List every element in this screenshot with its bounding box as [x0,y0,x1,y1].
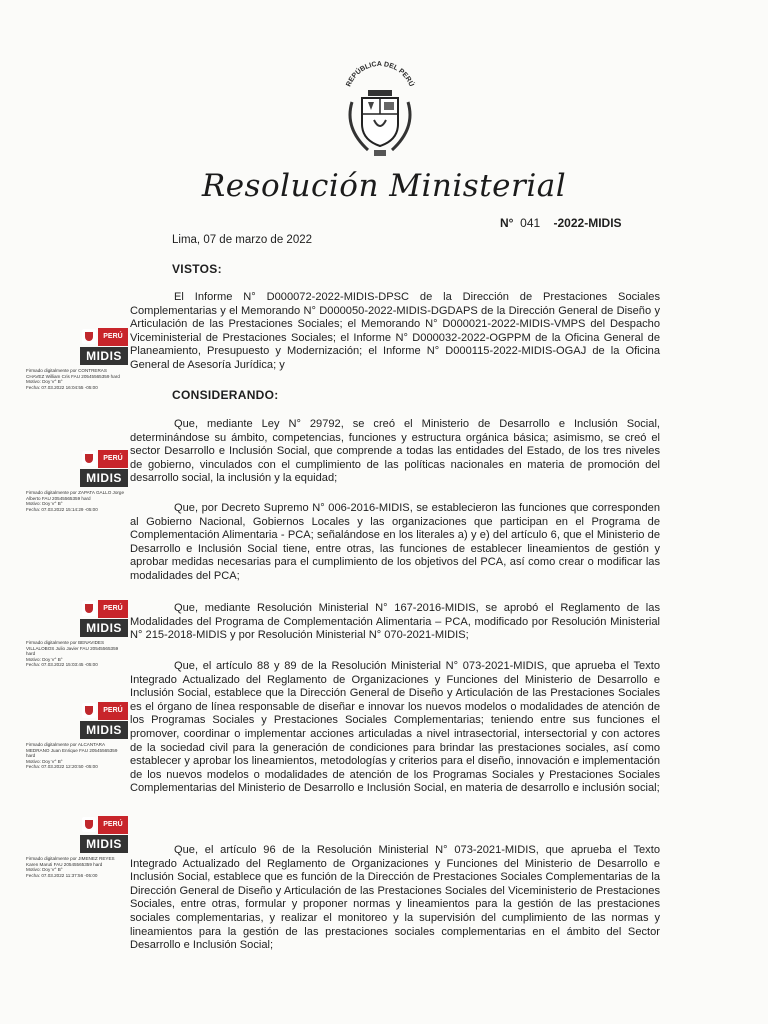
midis-logo: PERÚ MIDIS [80,598,128,638]
paragraph-considerando-3: Que, mediante Resolución Ministerial N° 167-2016-MIDIS, se aprobó el Reglamento de las Modalidades del Programa de Complementación Alimentaria – PCA, modificado por Resolución Ministerial N° 215-2018-MIDIS y por Resolución Ministerial N° 070-2021-MIDIS; [130,602,660,642]
svg-text:REPÚBLICA DEL PERÚ [345,61,416,88]
number-prefix: N° [500,216,514,230]
section-heading-considerando: CONSIDERANDO: [172,388,279,402]
crest-icon [82,817,96,832]
document-date: Lima, 07 de marzo de 2022 [172,234,313,246]
crest-icon [82,451,96,466]
midis-logo: PERÚ MIDIS [80,448,128,488]
seal-text: REPÚBLICA DEL PERÚ [345,60,415,88]
paragraph-considerando-4: Que, el artículo 88 y 89 de la Resolución Ministerial N° 073-2021-MIDIS, que aprueba el Texto Integrado Actualizado del Reglamento de Organizaciones y Funciones del Ministerio de Desarrollo e Inclusión Social, establece que la Dirección General de Diseño y Articulación de las Prestaciones Sociales es el órgano de línea responsable de diseñar e innovar los nuevos modelos o modalidades de atención de los Programas Sociales y Prestaciones Sociales Complementarias; teniendo entre sus funciones el promover, coordinar o implementar acciones articuladas a nivel intrasectorial, intersectorial y con actores de la sociedad civil para la generación de condiciones para brindar las prestaciones sociales, así como establecer y aprobar los lineamientos, metodologías y criterios para el diseño, innovación e implementación de los nuevos modelos o modalidades de atención de los Programas Sociales y Prestaciones Sociales Complementarias del Ministerio de Desarrollo e Inclusión Social, en materia de desarrollo e inclusión social; [130,660,660,795]
signature-details: Firmado digitalmente por ZAPATA GALLO Jorge Alberto FAU 20545565359 hard Motivo: Doy V° B° Fecha: 07.03.2022 15:14:29 -05:00 [26,490,125,512]
paragraph-considerando-2: Que, por Decreto Supremo N° 006-2016-MIDIS, se establecieron las funciones que corresponden al Gobierno Nacional, Gobiernos Locales y las organizaciones que participan en el Programa de Complementación Alimentaria - PCA; señalándose en los literales a) y e) del artículo 6, que el Ministerio de Desarrollo e Inclusión Social tiene, entre otras, las funciones de establecer lineamientos de gestión y aprobar medidas necesarias para el cumplimiento de los objetivos del PCA, así como crear o modificar las modalidades del PCA; [130,502,660,582]
number-value: 041 [520,216,541,230]
signature-details: Firmado digitalmente por ALCANTARA MEDRANO Juan Enrique FAU 20545565359 hard Motivo: Doy V° B° Fecha: 07.03.2022 12:20:50 -05:00 [26,742,118,770]
coat-of-arms-seal [334,58,426,158]
signature-details: Firmado digitalmente por BENAVIDES VILLALOBOS Julio Javier FAU 20545565359 hard Motivo: Doy V° B° Fecha: 07.03.2022 15:03:45 -05:00 [26,640,119,668]
document-title: Resolución Ministerial [201,168,567,204]
signature-details: Firmado digitalmente por CONTRERAS CHAVEZ William Cris FAU 20545565359 hard Motivo: Doy V° B° Fecha: 07.03.2022 16:04:55 -05:00 [26,368,120,390]
number-suffix: -2022-MIDIS [553,216,622,230]
resolution-number [500,216,622,230]
midis-logo: PERÚ MIDIS [80,700,128,740]
crest-icon [82,329,96,344]
paragraph-vistos: El Informe N° D000072-2022-MIDIS-DPSC de la Dirección de Prestaciones Sociales Complementarias y el Memorando N° D000050-2022-MIDIS-DGDAPS de la Dirección General de Diseño y Articulación de las Prestaciones Sociales; el Memorando N° D000021-2022-MIDIS-VMPS del Despacho Viceministerial de Prestaciones Sociales; el Informe N° D000032-2022-OGPPM de la Oficina General de Planeamiento, Presupuesto y Modernización; el Informe N° D000115-2022-MIDIS-OGAJ de la Oficina General de Asesoría Jurídica; y [130,291,660,371]
crest-icon [82,703,96,718]
paragraph-considerando-1: Que, mediante Ley N° 29792, se creó el Ministerio de Desarrollo e Inclusión Social, determinándose su ámbito, competencias, funciones y estructura orgánica básica; asimismo, se creó el sector Desarrollo e Inclusión Social, que comprende a todas las entidades del Estado, de los tres niveles de gobierno, vinculados con el cumplimiento de las políticas nacionales en materia de promoción del desarrollo social, la inclusión y la equidad; [130,418,660,485]
signature-details: Firmado digitalmente por JIMENEZ REYES Karen Maruti FAU 20545565359 hard Motivo: Doy V° B° Fecha: 07.03.2022 11:37:56 -05:00 [26,856,115,878]
section-heading-vistos: VISTOS: [172,262,222,276]
midis-logo: PERÚ MIDIS [80,814,128,854]
midis-logo: PERÚ MIDIS [80,326,128,366]
crest-icon [82,601,96,616]
paragraph-considerando-5: Que, el artículo 96 de la Resolución Ministerial N° 073-2021-MIDIS, que aprueba el Texto Integrado Actualizado del Reglamento de Organizaciones y Funciones del Ministerio de Desarrollo e Inclusión Social, establece que es función de la Dirección de Prestaciones Sociales Complementarias de la Dirección General de Diseño y Articulación de las Prestaciones Sociales del Viceministerio de Prestaciones Sociales, entre otras, formular y proponer normas y lineamientos para la gestión de las prestaciones sociales complementarias, y realizar el monitoreo y la supervisión del cumplimiento de las normas y lineamientos para la gestión de las prestaciones sociales complementarias en el ámbito del Sector Desarrollo e Inclusión Social; [130,844,660,952]
